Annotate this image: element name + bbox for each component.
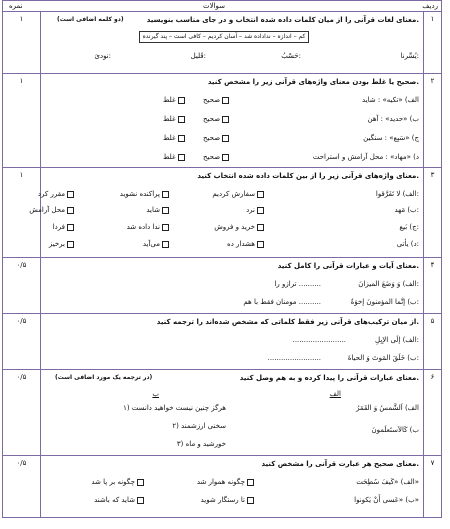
q3-option[interactable]: شاید xyxy=(146,206,171,214)
question-number: ۵ xyxy=(423,314,441,369)
q3-option[interactable]: برخیز xyxy=(49,240,76,248)
q3-option[interactable]: می‌آید xyxy=(143,240,171,248)
question-number: ۱ xyxy=(423,12,441,73)
checkbox[interactable] xyxy=(178,97,185,104)
q1-item: نودیَ: xyxy=(94,52,111,60)
checkbox[interactable] xyxy=(178,116,185,123)
header-questions: سوالات xyxy=(203,2,226,10)
q7-option[interactable]: تا رستگار شوید xyxy=(201,496,256,504)
q3-option[interactable]: پراکنده نشوید xyxy=(120,190,171,198)
q2-false-option[interactable]: غلط xyxy=(163,115,187,123)
q3-option[interactable]: مقرر کرد xyxy=(38,190,76,198)
checkbox[interactable] xyxy=(178,154,185,161)
q1-item: یُسِّرنا: xyxy=(400,52,419,60)
q4-instruction: معنای آیات و عبارات قرآنی را کامل کنید. xyxy=(277,262,419,270)
q4-blank[interactable]: مومنان فقط با هم .......... xyxy=(243,298,321,306)
table-header xyxy=(2,0,442,12)
question-6 xyxy=(2,370,442,456)
q3-item-word: ج) بَیع: xyxy=(399,223,419,231)
checkbox[interactable] xyxy=(222,154,229,161)
question-score: ۰/۵ xyxy=(3,370,41,455)
q6-right-item[interactable]: ۱) هرگز چنین نیست خواهید دانست xyxy=(123,404,226,412)
q5-instruction: از میان ترکیب‌های قرآنی زیر فقط کلماتی که مشخص شده‌اند را ترجمه کنید. xyxy=(156,318,419,326)
question-2 xyxy=(2,74,442,168)
q6-right-item[interactable]: ۲) سخنی ارزشمند xyxy=(172,422,226,430)
q1-instruction: معنای لغات قرآنی را از میان کلمات داده شده انتخاب و در جای مناسب بنویسید. xyxy=(146,16,419,24)
q4-item: ب) إنَّما المؤمنونَ إخوَةٌ: xyxy=(350,298,419,306)
checkbox[interactable] xyxy=(222,116,229,123)
q2-false-option[interactable]: غلط xyxy=(163,134,187,142)
q3-option[interactable]: سفارش کردیم xyxy=(212,190,266,198)
q7-instruction: معنای صحیح هر عبارت قرآنی را مشخص کنید. xyxy=(261,460,419,468)
q2-instruction: صحیح یا غلط بودن معنای واژه‌های قرآنی زیر را مشخص کنید. xyxy=(207,78,419,86)
question-number: ۶ xyxy=(423,370,441,455)
q1-word-bank: کم – اندازه – نداداده شد – آسان کردیم – کافی است – پند گیرنده xyxy=(139,31,309,43)
q3-option[interactable]: محل آرامش xyxy=(29,206,76,214)
question-4 xyxy=(2,258,442,314)
q1-item: حَسْبُ: xyxy=(281,52,301,60)
q2-true-option[interactable]: صحیح xyxy=(203,134,231,142)
checkbox[interactable] xyxy=(178,135,185,142)
q3-item-word: ب) مَهد: xyxy=(394,206,419,214)
q6-instruction: معنای عبارات قرآنی را پیدا کرده و به هم وصل کنید. xyxy=(239,374,419,382)
q3-option[interactable]: نرد xyxy=(246,206,266,214)
question-number: ۴ xyxy=(423,258,441,313)
q3-option[interactable]: هشدار ده xyxy=(227,240,266,248)
question-7 xyxy=(2,456,442,518)
q3-option[interactable]: ندا داده شد xyxy=(127,223,171,231)
q7-item-word: الف) «کَیفَ سُطِحَت» xyxy=(356,478,419,486)
question-3 xyxy=(2,168,442,258)
q5-item: ب) خَلَقَ المَوتَ وَ الحیاةَ: xyxy=(347,354,419,362)
exam-page xyxy=(2,0,442,529)
q5-blank[interactable]: ........................ xyxy=(267,354,321,362)
q4-blank[interactable]: ترازو را .......... xyxy=(274,280,321,288)
q6-column-a: الف xyxy=(329,390,341,398)
q7-option[interactable]: چگونه هموار شد xyxy=(197,478,256,486)
q2-item: الف) «تکیه» : شاید xyxy=(362,96,419,104)
q3-option[interactable]: خرید و فروش xyxy=(214,223,266,231)
question-score: ۱ xyxy=(3,168,41,257)
q7-item-word: ب) «عَسی أَنْ یَکونوا» xyxy=(354,496,419,504)
question-number: ۳ xyxy=(423,168,441,257)
question-score: ۰/۵ xyxy=(3,456,41,517)
q6-column-b: ب xyxy=(152,390,159,398)
q3-option[interactable]: فردا xyxy=(53,223,76,231)
question-1 xyxy=(2,12,442,74)
header-num: ردیف xyxy=(422,2,438,10)
q2-false-option[interactable]: غلط xyxy=(163,153,187,161)
q4-item: الف) وَ وَضَعَ المیزانَ: xyxy=(358,280,419,288)
checkbox[interactable] xyxy=(222,97,229,104)
q6-right-item[interactable]: ۳) خورشید و ماه xyxy=(176,440,226,448)
q3-item-word: د) یأتی: xyxy=(396,240,419,248)
question-score: ۱ xyxy=(3,74,41,167)
q3-instruction: معنای واژه‌های قرآنی زیر را از بین کلمات داده شده انتخاب کنید. xyxy=(197,172,419,180)
q2-true-option[interactable]: صحیح xyxy=(203,115,231,123)
question-number: ۲ xyxy=(423,74,441,167)
q2-true-option[interactable]: صحیح xyxy=(203,153,231,161)
q2-item: د) «مهاد» : محل آرامش و استراحت xyxy=(312,153,419,161)
q6-note: (در ترجمه یک مورد اضافی است) xyxy=(55,374,153,381)
question-score: ۰/۵ xyxy=(3,258,41,313)
question-score: ۱ xyxy=(3,12,41,73)
q7-option[interactable]: شاید که باشند xyxy=(94,496,146,504)
q6-left-item[interactable]: ب) کَالاَستَعلَمونَ xyxy=(371,426,419,434)
q3-item-word: الف) لا تَفَرَّقوا: xyxy=(375,190,419,198)
q1-note: (دو کلمه اضافی است) xyxy=(57,16,124,23)
q7-option[interactable]: چگونه بر پا شد xyxy=(91,478,146,486)
q2-true-option[interactable]: صحیح xyxy=(203,96,231,104)
header-score: نمره xyxy=(9,2,23,10)
checkbox[interactable] xyxy=(222,135,229,142)
q5-item: الف) إلَی الإبِلِ: xyxy=(375,336,419,344)
q6-left-item[interactable]: الف) اَلشَّمسُ وَ القَمَرُ xyxy=(356,404,419,412)
q2-false-option[interactable]: غلط xyxy=(163,96,187,104)
q5-blank[interactable]: ........................ xyxy=(292,336,346,344)
question-5 xyxy=(2,314,442,370)
question-score: ۰/۵ xyxy=(3,314,41,369)
question-number: ۷ xyxy=(423,456,441,517)
q2-item: ج) «سَبِع» : سنگین xyxy=(363,134,419,142)
q1-item: قَلیل: xyxy=(190,52,206,60)
q2-item: ب) «حدید» : آهن xyxy=(367,115,419,123)
